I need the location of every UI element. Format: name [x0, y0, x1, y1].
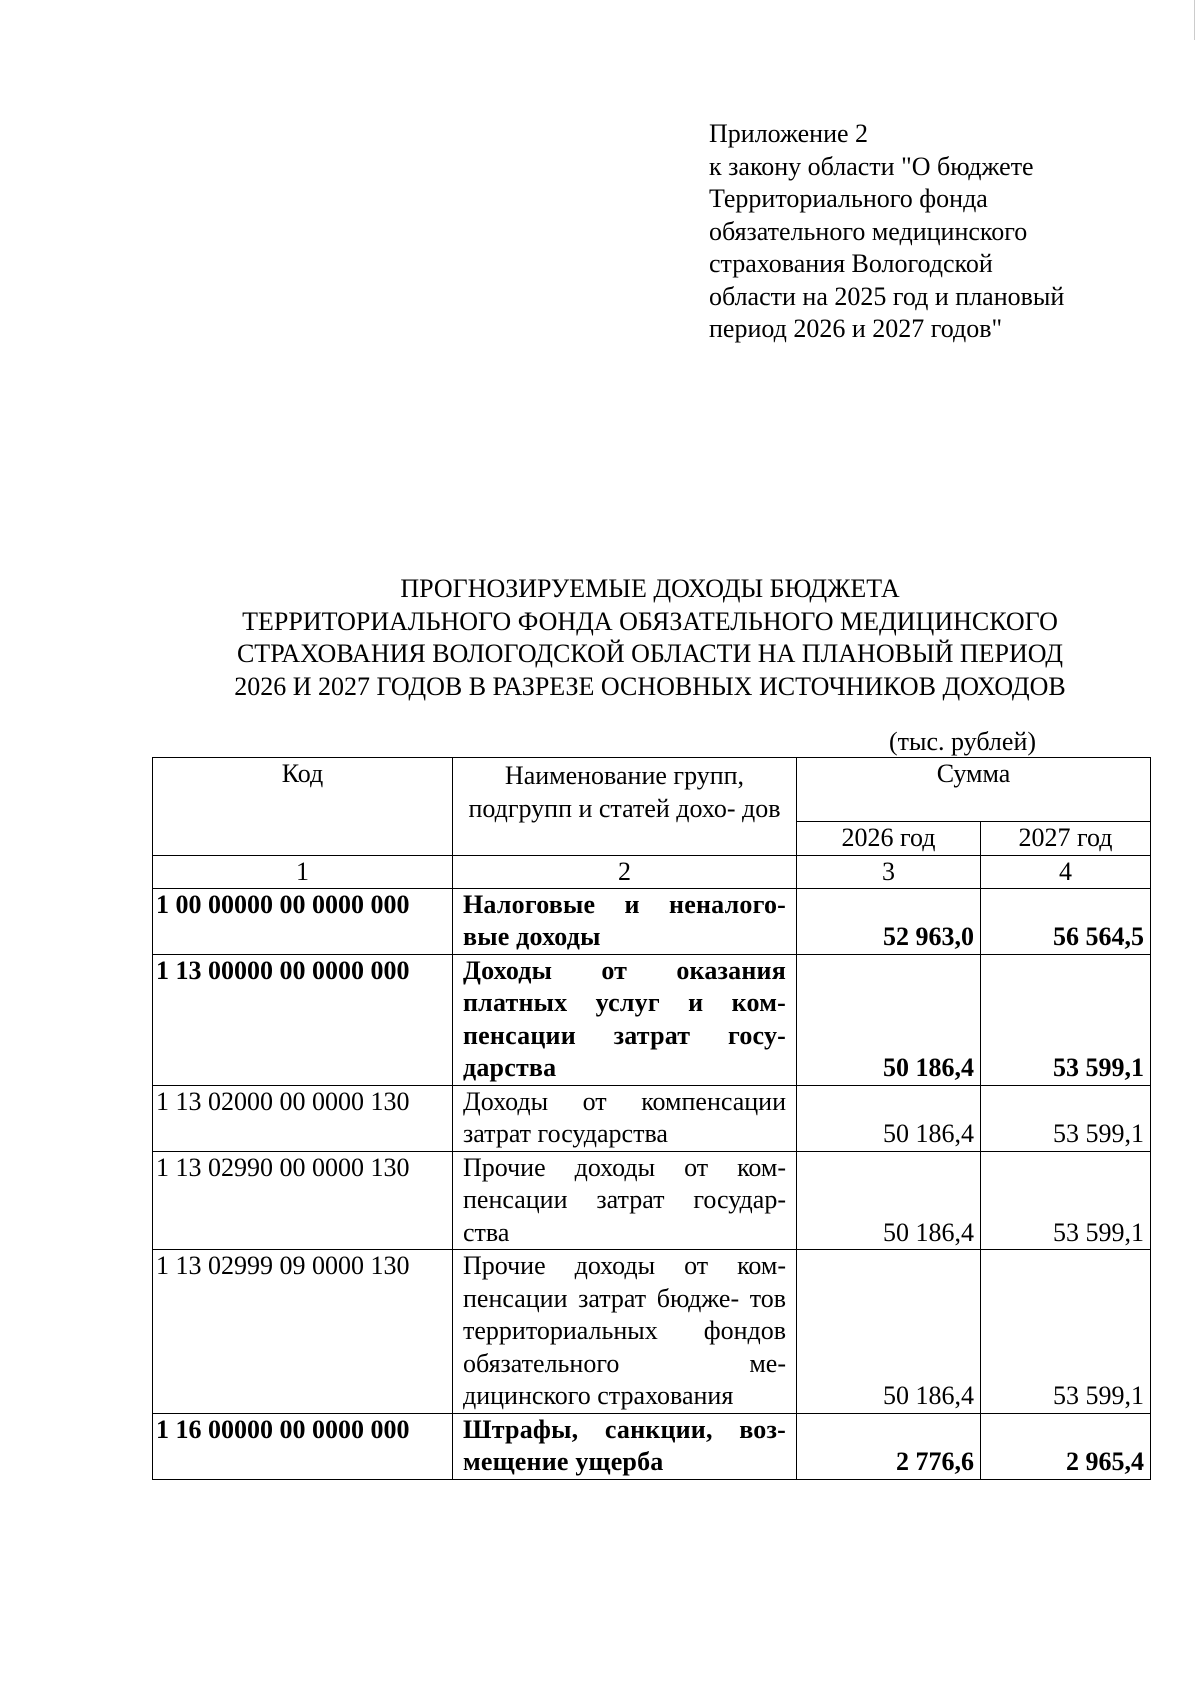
- income-table: [152, 757, 1151, 1480]
- table-row: [153, 954, 1151, 1085]
- row-code: 1 00 00000 00 0000 000: [153, 888, 453, 954]
- title-line: 2026 И 2027 ГОДОВ В РАЗРЕЗЕ ОСНОВНЫХ ИСТОЧНИКОВ ДОХОДОВ: [234, 671, 1066, 701]
- row-amount-2026: 52 963,0: [797, 888, 981, 954]
- table-row: [153, 1413, 1151, 1479]
- scan-edge-mark: [1194, 0, 1196, 40]
- row-amount-2027: 53 599,1: [981, 1085, 1151, 1151]
- units-label: (тыс. рублей): [889, 727, 1037, 756]
- document-title: [150, 573, 1150, 703]
- row-code: 1 13 02000 00 0000 130: [153, 1085, 453, 1151]
- column-number: 1: [153, 855, 453, 888]
- appendix-reference: [709, 118, 1129, 346]
- header-year-2027: 2027 год: [981, 822, 1151, 856]
- row-amount-2027: 53 599,1: [981, 1250, 1151, 1414]
- row-amount-2026: 50 186,4: [797, 954, 981, 1085]
- column-number: 4: [981, 855, 1151, 888]
- appendix-line: Приложение 2: [709, 119, 869, 148]
- appendix-line: области на 2025 год и плановый: [709, 281, 1065, 311]
- row-amount-2027: 2 965,4: [981, 1413, 1151, 1479]
- row-name: Доходы от компенсации затрат государства: [453, 1085, 797, 1151]
- column-number: 3: [797, 855, 981, 888]
- row-code: 1 13 02999 09 0000 130: [153, 1250, 453, 1414]
- table-row: [153, 1151, 1151, 1250]
- row-amount-2026: 50 186,4: [797, 1151, 981, 1250]
- header-name: Наименование групп, подгрупп и статей дохо- дов: [453, 758, 797, 856]
- appendix-line: Территориального фонда: [709, 184, 988, 213]
- row-code: 1 13 02990 00 0000 130: [153, 1151, 453, 1250]
- row-code: 1 16 00000 00 0000 000: [153, 1413, 453, 1479]
- header-code: Код: [153, 758, 453, 856]
- header-sum: Сумма: [797, 758, 1151, 822]
- appendix-line: страхования Вологодской: [709, 249, 993, 278]
- table-row: [153, 1085, 1151, 1151]
- row-name: Доходы от оказания платных услуг и ком- пенсации затрат госу- дарства: [453, 954, 797, 1085]
- table-row: [153, 888, 1151, 954]
- row-code: 1 13 00000 00 0000 000: [153, 954, 453, 1085]
- table-header-row: [153, 758, 1151, 822]
- column-number: 2: [453, 855, 797, 888]
- column-numbers-row: [153, 855, 1151, 888]
- row-name: Налоговые и неналого- вые доходы: [453, 888, 797, 954]
- appendix-line: период 2026 и 2027 годов": [709, 314, 1003, 343]
- row-amount-2027: 53 599,1: [981, 954, 1151, 1085]
- appendix-line: обязательного медицинского: [709, 216, 1028, 246]
- row-amount-2027: 53 599,1: [981, 1151, 1151, 1250]
- row-amount-2026: 50 186,4: [797, 1250, 981, 1414]
- row-name: Прочие доходы от ком- пенсации затрат государ- ства: [453, 1151, 797, 1250]
- title-line: ПРОГНОЗИРУЕМЫЕ ДОХОДЫ БЮДЖЕТА: [400, 574, 900, 603]
- title-line: СТРАХОВАНИЯ ВОЛОГОДСКОЙ ОБЛАСТИ НА ПЛАНОВЫЙ ПЕРИОД: [236, 639, 1064, 668]
- row-amount-2026: 50 186,4: [797, 1085, 981, 1151]
- row-amount-2027: 56 564,5: [981, 888, 1151, 954]
- appendix-line: к закону области "О бюджете: [709, 151, 1034, 181]
- table-row: [153, 1250, 1151, 1414]
- title-line: ТЕРРИТОРИАЛЬНОГО ФОНДА ОБЯЗАТЕЛЬНОГО МЕДИЦИНСКОГО: [242, 606, 1058, 636]
- row-amount-2026: 2 776,6: [797, 1413, 981, 1479]
- header-year-2026: 2026 год: [797, 822, 981, 856]
- row-name: Штрафы, санкции, воз- мещение ущерба: [453, 1413, 797, 1479]
- row-name: Прочие доходы от ком- пенсации затрат бюдже- тов территориальных фондов обязательного ме- дицинского страхования: [453, 1250, 797, 1414]
